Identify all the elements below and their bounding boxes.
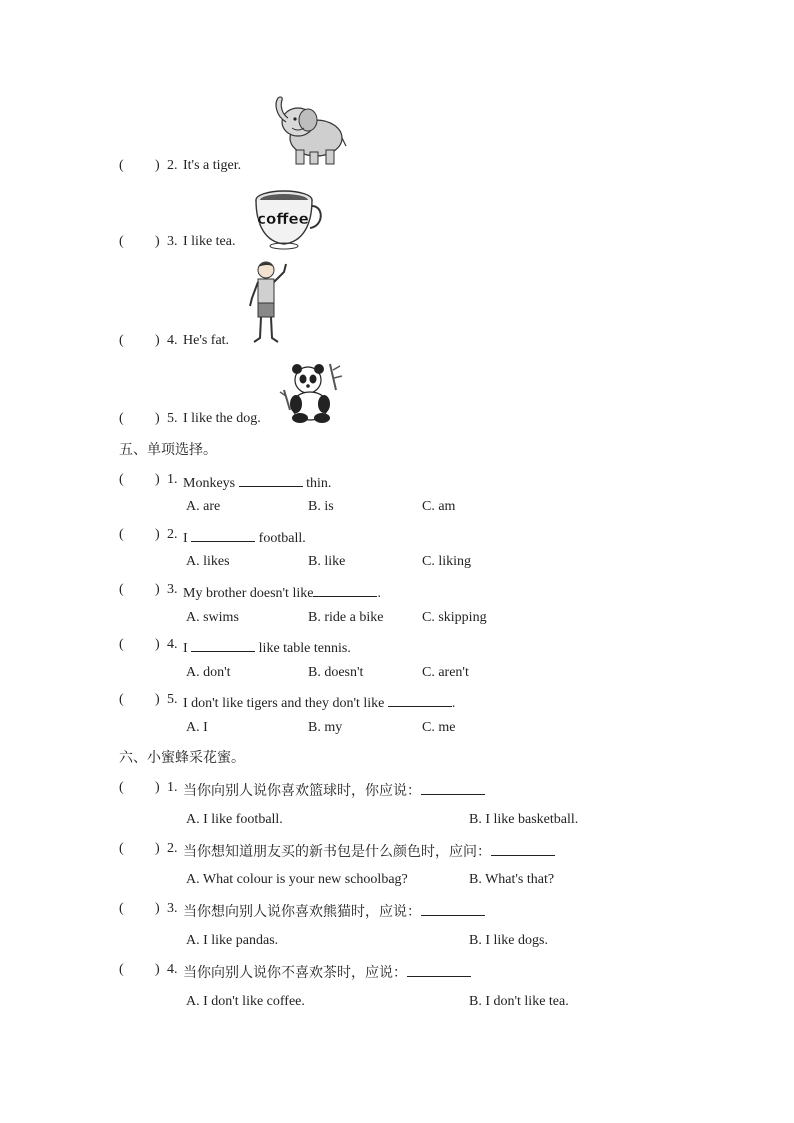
option-b: B. is xyxy=(308,499,334,514)
question-text xyxy=(183,962,471,982)
answer-paren-open: ( xyxy=(119,962,124,977)
answer-paren-close: ) xyxy=(155,841,160,856)
answer-paren-open: ( xyxy=(119,158,124,173)
question-number: 1. xyxy=(167,472,178,487)
question-text xyxy=(183,527,306,547)
item-number: 4. xyxy=(167,333,178,348)
question-number: 2. xyxy=(167,841,178,856)
option-a: A. I like pandas. xyxy=(186,933,279,948)
option-b: B. doesn't xyxy=(308,665,364,680)
panda-picture xyxy=(278,360,344,424)
question-number: 5. xyxy=(167,692,178,707)
answer-paren-close: ) xyxy=(155,901,160,916)
answer-paren-close: ) xyxy=(155,780,160,795)
question-pre: I xyxy=(183,531,188,546)
question-prompt: 当你向别人说你喜欢篮球时，你应说： xyxy=(183,783,421,799)
answer-blank[interactable] xyxy=(191,527,255,542)
option-a: A. are xyxy=(186,499,221,514)
answer-paren-open: ( xyxy=(119,411,124,426)
option-a: A. I don't like coffee. xyxy=(186,994,305,1009)
question-text xyxy=(183,637,351,657)
question-pre: I don't like tigers and they don't like xyxy=(183,696,385,711)
option-a: A. likes xyxy=(186,554,230,569)
option-c: C. aren't xyxy=(422,665,469,680)
option-a: A. don't xyxy=(186,665,231,680)
answer-paren-close: ) xyxy=(155,333,160,348)
question-text xyxy=(183,780,485,800)
answer-paren-open: ( xyxy=(119,582,124,597)
answer-blank[interactable] xyxy=(313,582,377,597)
question-number: 3. xyxy=(167,582,178,597)
answer-paren-close: ) xyxy=(155,692,160,707)
item-number: 3. xyxy=(167,234,178,249)
question-post: thin. xyxy=(306,476,332,491)
question-number: 1. xyxy=(167,780,178,795)
option-c: C. skipping xyxy=(422,610,487,625)
item-text: I like the dog. xyxy=(183,411,261,426)
answer-blank[interactable] xyxy=(491,841,555,856)
question-prompt: 当你向别人说你不喜欢茶时，应说： xyxy=(183,965,407,981)
answer-paren-open: ( xyxy=(119,472,124,487)
question-post: . xyxy=(451,696,456,711)
section-heading: 六、小蜜蜂采花蜜。 xyxy=(119,750,245,766)
answer-paren-close: ) xyxy=(155,637,160,652)
coffee-cup-picture xyxy=(252,186,324,250)
option-c: C. me xyxy=(422,720,456,735)
answer-paren-open: ( xyxy=(119,901,124,916)
question-pre: My brother doesn't like xyxy=(183,586,314,601)
question-post: like table tennis. xyxy=(258,641,351,656)
question-number: 3. xyxy=(167,901,178,916)
answer-paren-open: ( xyxy=(119,841,124,856)
answer-paren-open: ( xyxy=(119,780,124,795)
option-b: B. like xyxy=(308,554,346,569)
option-a: A. I xyxy=(186,720,208,735)
option-b: B. What's that? xyxy=(469,872,555,887)
option-a: A. What colour is your new schoolbag? xyxy=(186,872,408,887)
option-a: A. swims xyxy=(186,610,239,625)
coffee-cup-label: coffee xyxy=(257,210,309,228)
item-number: 5. xyxy=(167,411,178,426)
answer-blank[interactable] xyxy=(191,637,255,652)
question-post: football. xyxy=(258,531,306,546)
answer-paren-open: ( xyxy=(119,637,124,652)
question-prompt: 当你想向别人说你喜欢熊猫时，应说： xyxy=(183,904,421,920)
question-number: 2. xyxy=(167,527,178,542)
option-b: B. my xyxy=(308,720,343,735)
answer-paren-open: ( xyxy=(119,527,124,542)
answer-blank[interactable] xyxy=(421,780,485,795)
question-number: 4. xyxy=(167,637,178,652)
answer-paren-close: ) xyxy=(155,962,160,977)
item-text: He's fat. xyxy=(183,333,230,348)
thin-boy-picture xyxy=(238,258,296,348)
elephant-picture xyxy=(268,94,348,170)
answer-blank[interactable] xyxy=(407,962,471,977)
option-b: B. I like dogs. xyxy=(469,933,548,948)
answer-paren-close: ) xyxy=(155,582,160,597)
option-b: B. ride a bike xyxy=(308,610,384,625)
answer-blank[interactable] xyxy=(239,472,303,487)
question-text xyxy=(183,582,381,602)
answer-paren-open: ( xyxy=(119,234,124,249)
answer-paren-open: ( xyxy=(119,692,124,707)
question-text xyxy=(183,901,485,921)
answer-blank[interactable] xyxy=(388,692,452,707)
answer-paren-open: ( xyxy=(119,333,124,348)
question-prompt: 当你想知道朋友买的新书包是什么颜色时，应问： xyxy=(183,844,491,860)
item-number: 2. xyxy=(167,158,178,173)
option-c: C. liking xyxy=(422,554,472,569)
question-number: 4. xyxy=(167,962,178,977)
answer-paren-close: ) xyxy=(155,234,160,249)
question-pre: Monkeys xyxy=(183,476,236,491)
section-heading: 五、单项选择。 xyxy=(119,442,217,458)
option-b: B. I like basketball. xyxy=(469,812,579,827)
answer-paren-close: ) xyxy=(155,472,160,487)
answer-paren-close: ) xyxy=(155,411,160,426)
option-b: B. I don't like tea. xyxy=(469,994,569,1009)
option-a: A. I like football. xyxy=(186,812,283,827)
item-text: I like tea. xyxy=(183,234,236,249)
answer-blank[interactable] xyxy=(421,901,485,916)
question-text xyxy=(183,472,331,492)
question-post: . xyxy=(377,586,381,601)
item-text: It's a tiger. xyxy=(183,158,242,173)
question-text xyxy=(183,841,555,861)
answer-paren-close: ) xyxy=(155,158,160,173)
answer-paren-close: ) xyxy=(155,527,160,542)
question-text xyxy=(183,692,455,712)
question-pre: I xyxy=(183,641,188,656)
option-c: C. am xyxy=(422,499,456,514)
